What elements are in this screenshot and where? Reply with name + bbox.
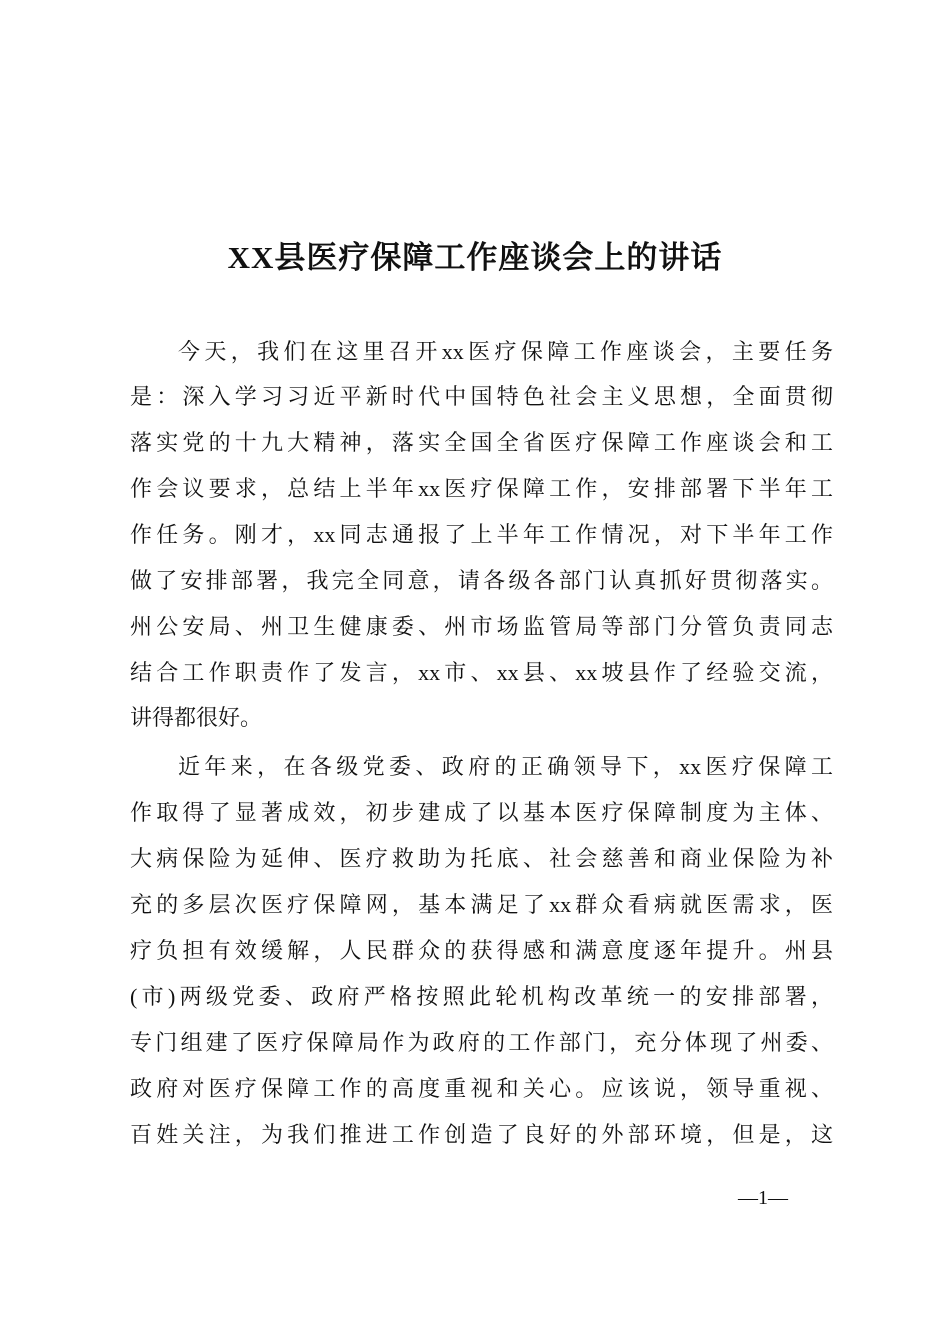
text-line: 作取得了显著成效，初步建成了以基本医疗保障制度为主体、 [130,800,833,825]
text-line: 讲得都很好。 [130,705,263,730]
text-line: 做了安排部署，我完全同意，请各级各部门认真抓好贯彻落实。 [130,568,833,593]
text-line: 大病保险为延伸、医疗救助为托底、社会慈善和商业保险为补 [130,846,833,871]
text-line: (市)两级党委、政府严格按照此轮机构改革统一的安排部署， [130,984,833,1009]
text-line: 作任务。刚才，xx同志通报了上半年工作情况，对下半年工作 [130,522,833,547]
text-line: 充的多层次医疗保障网，基本满足了xx群众看病就医需求，医 [130,892,833,917]
text-line: 作会议要求，总结上半年xx医疗保障工作，安排部署下半年工 [130,476,833,501]
text-line: 州公安局、州卫生健康委、州市场监管局等部门分管负责同志 [130,614,833,639]
text-line: 结合工作职责作了发言，xx市、xx县、xx坡县作了经验交流， [130,660,833,685]
document-title: XX县医疗保障工作座谈会上的讲话 [227,240,723,275]
text-line: 今天，我们在这里召开xx医疗保障工作座谈会，主要任务 [178,339,833,364]
page-number: —1— [738,1187,788,1209]
text-line: 百姓关注，为我们推进工作创造了良好的外部环境，但是，这 [130,1122,833,1147]
text-line: 落实党的十九大精神，落实全国全省医疗保障工作座谈会和工 [130,430,833,455]
text-line: 政府对医疗保障工作的高度重视和关心。应该说，领导重视、 [130,1076,833,1101]
text-line: 是：深入学习习近平新时代中国特色社会主义思想，全面贯彻 [130,384,833,409]
text-line: 疗负担有效缓解，人民群众的获得感和满意度逐年提升。州县 [130,938,833,963]
text-line: 近年来，在各级党委、政府的正确领导下，xx医疗保障工 [178,754,833,779]
text-line: 专门组建了医疗保障局作为政府的工作部门，充分体现了州委、 [130,1030,833,1055]
